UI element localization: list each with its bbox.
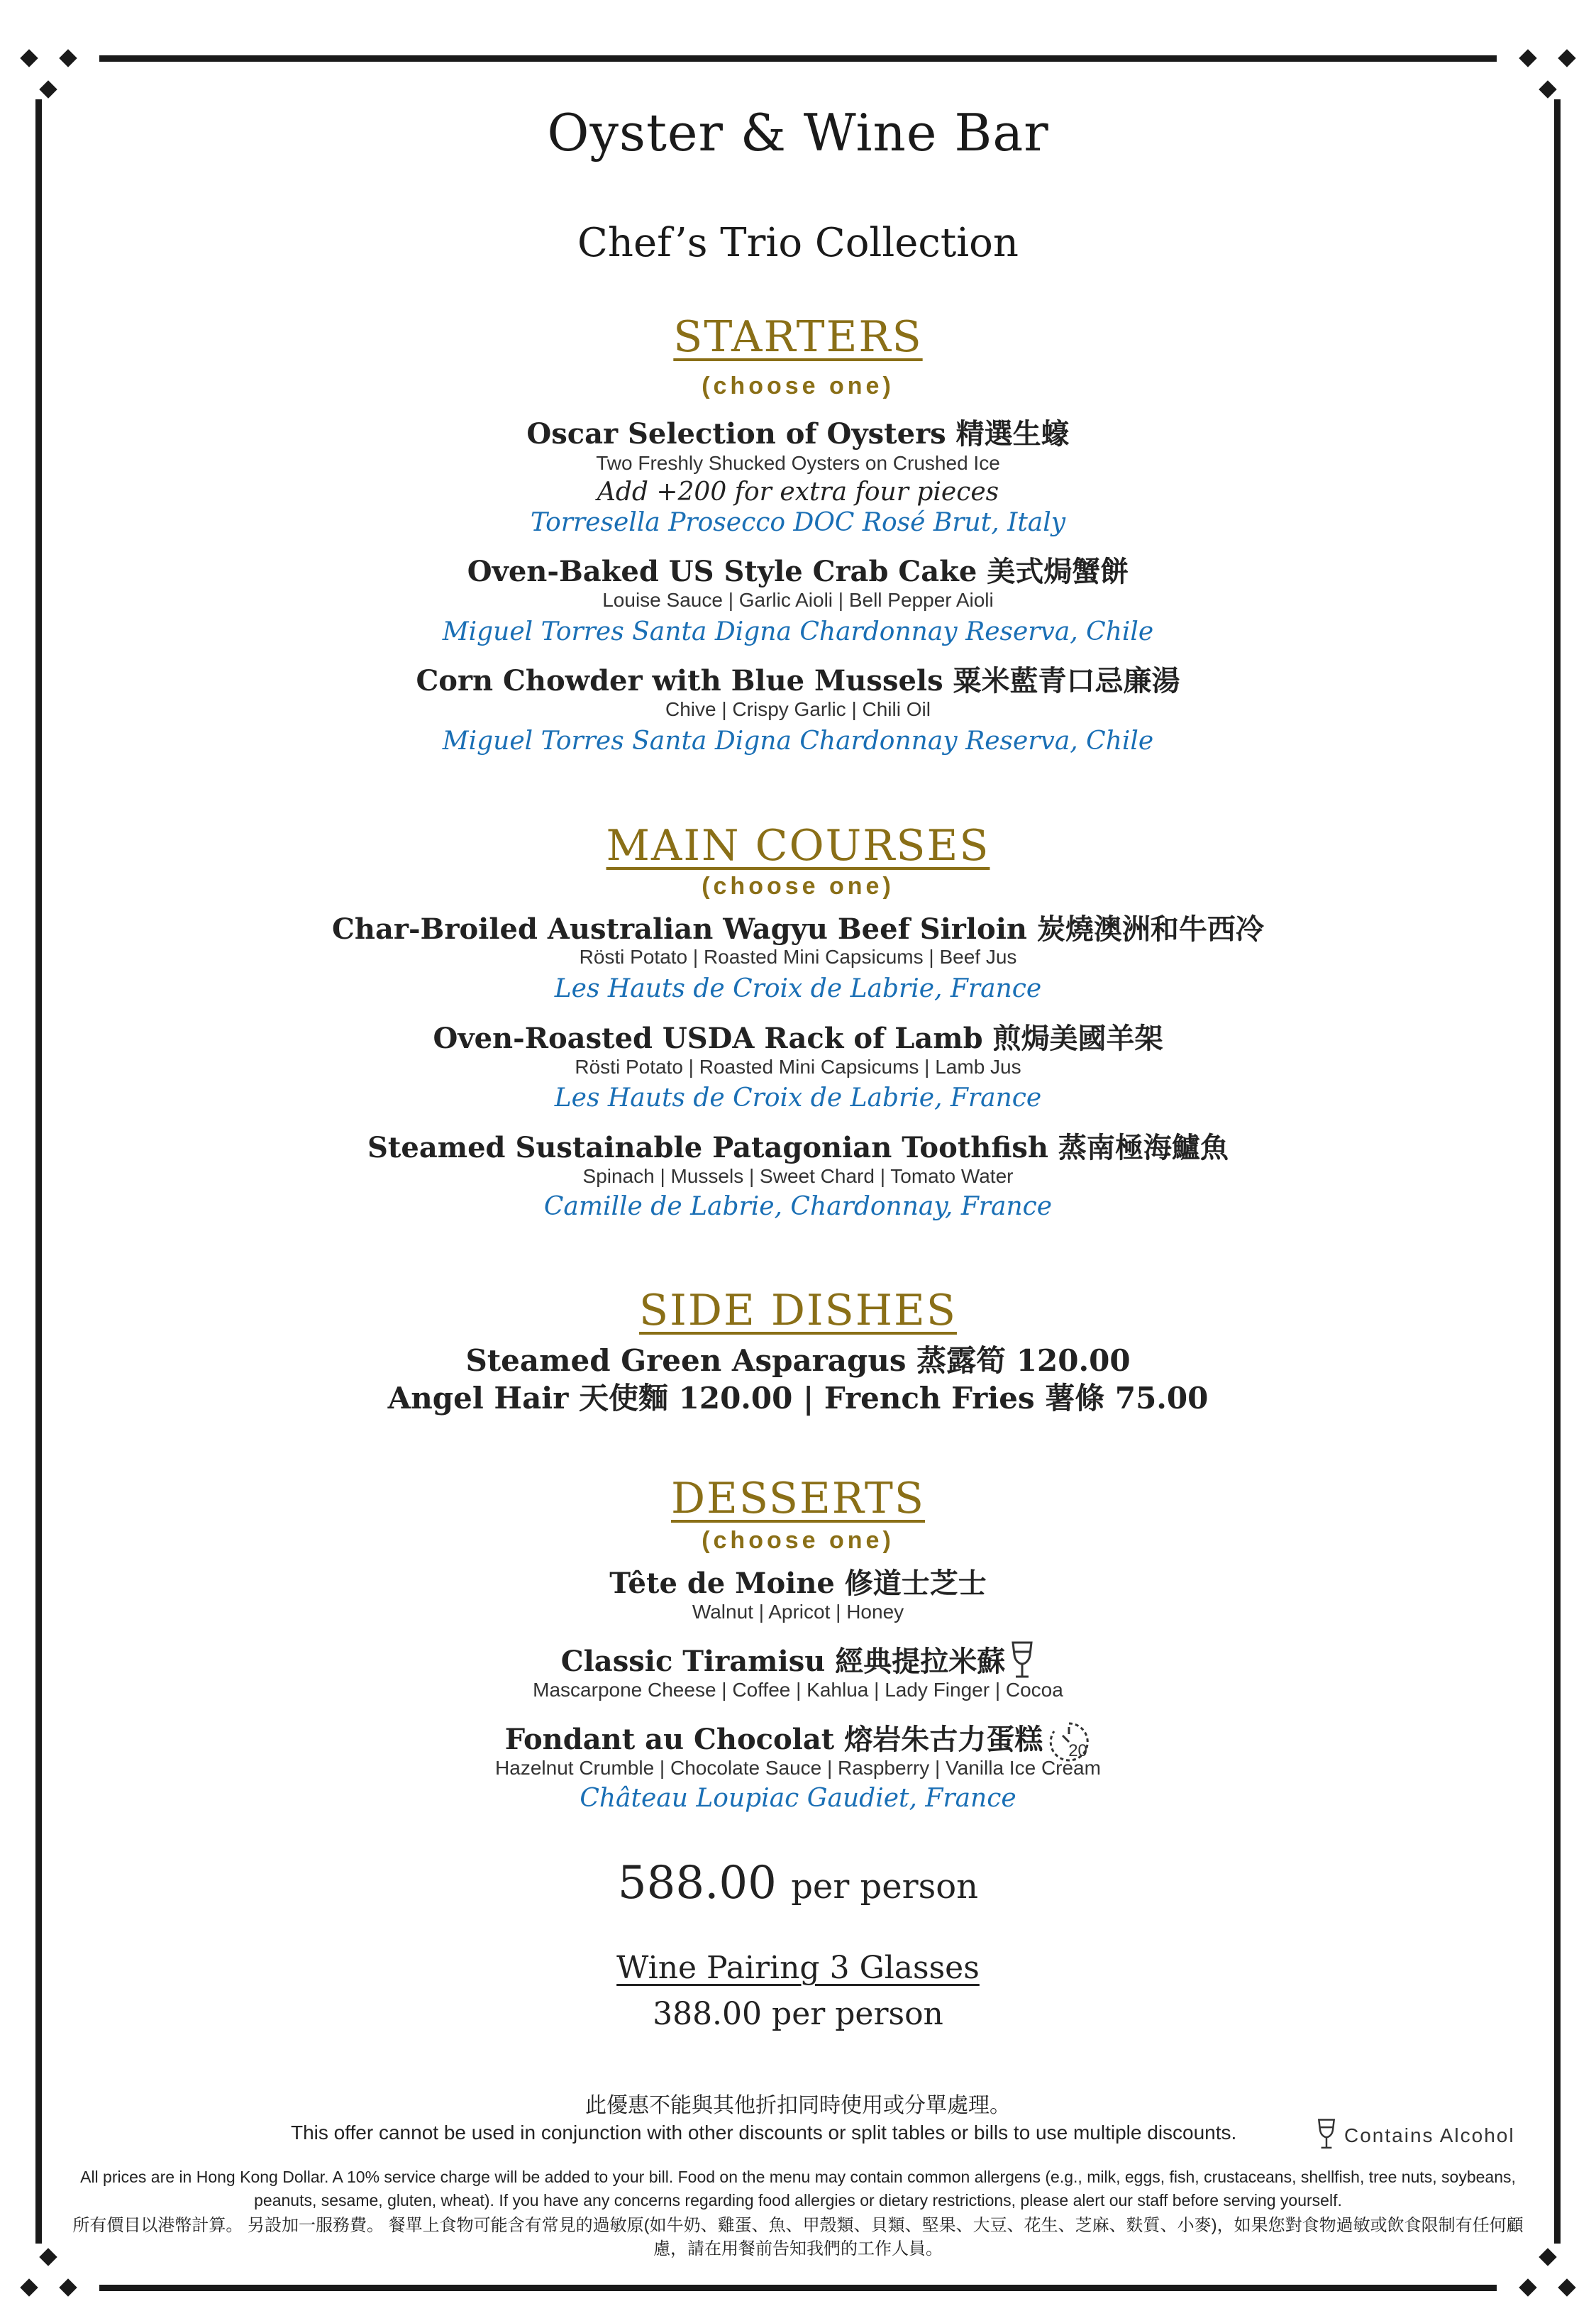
section-heading-starters: STARTERS — [673, 312, 923, 362]
alcohol-legend-label: Contains Alcohol — [1344, 2124, 1515, 2146]
wine-pairing-label: Wine Pairing 3 Glasses — [616, 1950, 980, 1986]
price-unit: per person — [791, 1867, 979, 1907]
wine-pairing: Torresella Prosecco DOC Rosé Brut, Italy — [530, 508, 1066, 537]
price-value: 588.00 — [617, 1857, 777, 1909]
corner-diamond-icon — [59, 2278, 77, 2296]
corner-diamond-icon — [39, 80, 57, 98]
timer-minutes: 20 — [1068, 1741, 1087, 1760]
section-heading-main-courses: MAIN COURSES — [606, 821, 990, 871]
side-dishes-line: Steamed Green Asparagus 蒸露筍 120.00 — [465, 1343, 1131, 1378]
dish-name: Tête de Moine 修道士芝士 — [609, 1567, 987, 1600]
dish-description: Spinach | Mussels | Sweet Chard | Tomato Water — [582, 1165, 1014, 1187]
dish-description: Louise Sauce | Garlic Aioli | Bell Pepper Aioli — [602, 589, 994, 611]
frame-top-line — [99, 55, 1497, 62]
set-price — [0, 1857, 1596, 1909]
corner-diamond-icon — [1519, 49, 1536, 67]
dish-description: Hazelnut Crumble | Chocolate Sauce | Raspberry | Vanilla Ice Cream — [495, 1757, 1101, 1779]
corner-diamond-icon — [1519, 2278, 1536, 2296]
wine-pairing: Camille de Labrie, Chardonnay, France — [543, 1192, 1053, 1221]
wine-pairing-price: 388.00 per person — [653, 1996, 943, 2032]
wine-pairing: Les Hauts de Croix de Labrie, France — [554, 1083, 1042, 1113]
dish-name: Oscar Selection of Oysters 精選生蠔 — [526, 417, 1070, 451]
wine-pairing: Les Hauts de Croix de Labrie, France — [554, 974, 1042, 1003]
dish-name: Oven-Roasted USDA Rack of Lamb 煎焗美國羊架 — [433, 1022, 1163, 1055]
corner-diamond-icon — [39, 2248, 57, 2266]
page-title: Oyster & Wine Bar — [547, 103, 1049, 162]
corner-diamond-icon — [59, 49, 77, 67]
dish-description: Mascarpone Cheese | Coffee | Kahlua | Lady Finger | Cocoa — [533, 1679, 1063, 1701]
offer-note-en: This offer cannot be used in conjunction with other discounts or split tables or bills to use multiple discounts. — [291, 2122, 1237, 2144]
choose-one-label: (choose one) — [702, 373, 894, 399]
legal-note-zh: 所有價目以港幣計算。 另設加一服務費。 餐單上食物可能含有常見的過敏原(如牛奶、雞蛋、魚、甲殼類、貝類、堅果、大豆、花生、芝麻、麩質、小麥)，如果您對食物過敏或飲食限制有任何顧慮，請在用餐前告知我們的工作人員。 — [72, 2216, 1524, 2258]
corner-diamond-icon — [20, 49, 38, 67]
dish-name: Classic Tiramisu 經典提拉米蘇 — [560, 1645, 1006, 1678]
dish-name: Oven-Baked US Style Crab Cake 美式焗蟹餅 — [467, 555, 1129, 588]
choose-one-label: (choose one) — [702, 1527, 894, 1554]
section-heading-side-dishes: SIDE DISHES — [639, 1286, 957, 1335]
dish-name: Fondant au Chocolat 熔岩朱古力蛋糕 — [504, 1723, 1043, 1756]
dish-name: Corn Chowder with Blue Mussels 粟米藍青口忌廉湯 — [416, 664, 1180, 697]
wine-glass-icon — [1316, 2118, 1337, 2156]
corner-diamond-icon — [1558, 2278, 1575, 2296]
dish-description: Two Freshly Shucked Oysters on Crushed Ice — [596, 452, 1000, 474]
page-subtitle: Chef’s Trio Collection — [577, 220, 1019, 266]
dish-description: Rösti Potato | Roasted Mini Capsicums | Lamb Jus — [575, 1056, 1021, 1078]
dish-description: Rösti Potato | Roasted Mini Capsicums | Beef Jus — [579, 946, 1017, 968]
section-heading-desserts: DESSERTS — [670, 1474, 926, 1523]
corner-diamond-icon — [20, 2278, 38, 2296]
alcohol-legend — [1316, 2118, 1515, 2156]
offer-note-zh: 此優惠不能與其他折扣同時使用或分單處理。 — [585, 2094, 1011, 2117]
wine-pairing: Château Loupiac Gaudiet, France — [580, 1784, 1016, 1813]
choose-one-label: (choose one) — [702, 873, 894, 900]
corner-diamond-icon — [1539, 2248, 1556, 2266]
dish-name: Char-Broiled Australian Wagyu Beef Sirloin 炭燒澳洲和牛西冷 — [332, 912, 1264, 946]
frame-bottom-line — [99, 2285, 1497, 2291]
wine-pairing: Miguel Torres Santa Digna Chardonnay Reserva, Chile — [442, 727, 1154, 756]
legal-note-en: All prices are in Hong Kong Dollar. A 10% service charge will be added to your bill. Food on the menu may contain common allergens (e.g., milk, eggs, fish, crustaceans, shellfish, tree nuts, soybeans, peanuts, sesame, gluten, wheat). If you have any concerns regarding food allergies or dietary restrictions, please alert our staff before serving yourself. — [80, 2168, 1516, 2210]
corner-diamond-icon — [1558, 49, 1575, 67]
side-dishes-line: Angel Hair 天使麵 120.00 | French Fries 薯條 75.00 — [387, 1381, 1209, 1416]
wine-pairing: Miguel Torres Santa Digna Chardonnay Reserva, Chile — [442, 617, 1154, 646]
corner-diamond-icon — [1539, 80, 1556, 98]
dish-description: Walnut | Apricot | Honey — [692, 1601, 904, 1623]
dish-addon: Add +200 for extra four pieces — [597, 478, 999, 507]
dish-name: Steamed Sustainable Patagonian Toothfish 蒸南極海鱸魚 — [367, 1131, 1229, 1164]
dish-description: Chive | Crispy Garlic | Chili Oil — [665, 698, 931, 720]
